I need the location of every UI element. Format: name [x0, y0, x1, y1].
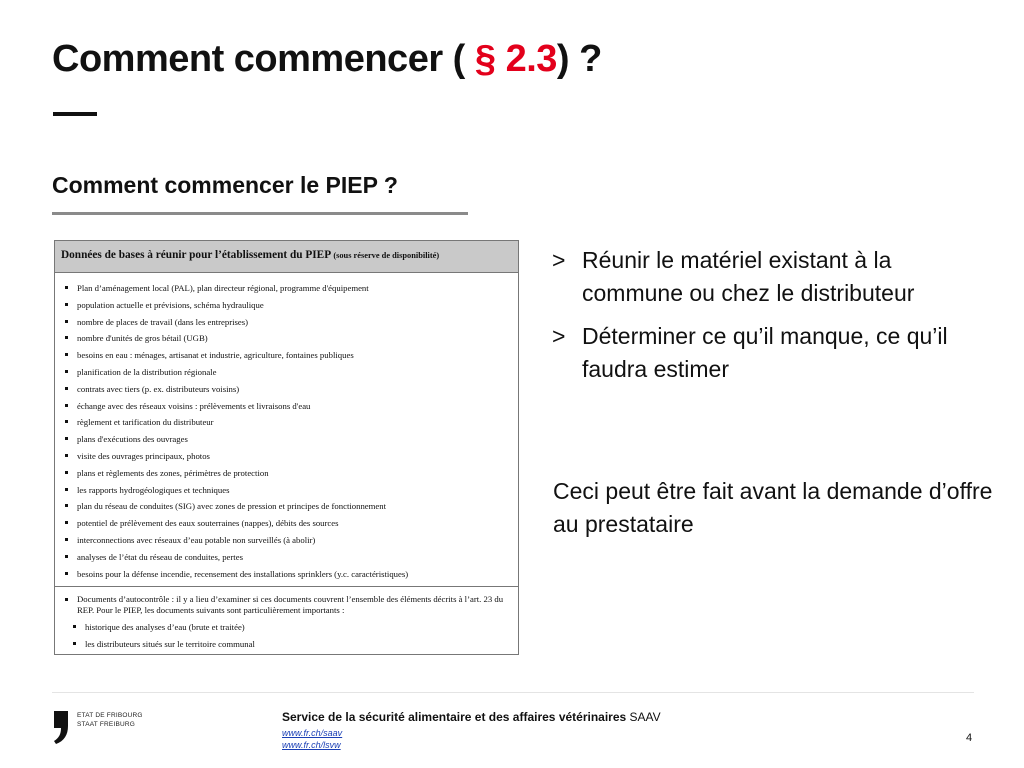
document-table-header [55, 241, 518, 273]
action-bullet-list [552, 244, 992, 396]
document-items-list [55, 273, 518, 582]
document-item: plan du réseau de conduites (SIG) avec zones de pression et principes de fonctionnement [63, 498, 512, 515]
saav-website-link[interactable]: www.fr.ch/saav [282, 728, 343, 738]
page-number: 4 [966, 732, 973, 744]
service-name-full: Service de la sécurité alimentaire et des affaires vétérinaires [282, 710, 627, 724]
document-table-title: Données de bases à réunir pour l’établissement du PIEP [61, 249, 331, 261]
title-dash-divider [53, 112, 97, 116]
document-item: besoins en eau : ménages, artisanat et industrie, agriculture, fontaines publiques [63, 347, 512, 364]
document-item: besoins pour la défense incendie, recensement des installations sprinklers (y.c. caractéristiques) [63, 566, 512, 583]
org-name-fr: ETAT DE FRIBOURG [77, 712, 143, 719]
document-subitem: historique des analyses d’eau (brute et traitée) [71, 619, 512, 636]
org-name-de: STAAT FREIBURG [77, 721, 136, 728]
document-item: Plan d’aménagement local (PAL), plan directeur régional, programme d'équipement [63, 280, 512, 297]
timing-note: Ceci peut être fait avant la demande d’offre au prestataire [553, 478, 993, 537]
action-bullet [552, 320, 992, 386]
action-bullet [552, 244, 992, 310]
slide-subtitle: Comment commencer le PIEP ? [52, 172, 398, 198]
document-item: échange avec des réseaux voisins : prélèvements et livraisons d'eau [63, 398, 512, 415]
service-name [282, 710, 661, 724]
service-abbreviation: SAAV [629, 710, 661, 724]
document-item: contrats avec tiers (p. ex. distributeurs voisins) [63, 381, 512, 398]
document-footer-paragraph: Documents d’autocontrôle : il y a lieu d’examiner si ces documents couvrent l’ensemble des éléments décrits à l’art. 23 du REP. Pour le PIEP, les documents suivants sont particulièrement importants : [63, 594, 512, 615]
subtitle-underline [52, 212, 468, 215]
document-item: visite des ouvrages principaux, photos [63, 448, 512, 465]
document-item: les rapports hydrogéologiques et techniques [63, 482, 512, 499]
document-subitems-list [63, 619, 512, 653]
document-item: plans et règlements des zones, périmètres de protection [63, 465, 512, 482]
bullet-marker: > [552, 247, 566, 273]
fribourg-logo-icon [52, 710, 70, 744]
document-item: planification de la distribution régionale [63, 364, 512, 381]
document-table-qualifier: (sous réserve de disponibilité) [333, 251, 440, 260]
document-item: nombre de places de travail (dans les entreprises) [63, 314, 512, 331]
document-item: population actuelle et prévisions, schéma hydraulique [63, 297, 512, 314]
document-item: règlement et tarification du distributeur [63, 414, 512, 431]
footer-divider [52, 692, 974, 693]
slide-title-end: ) ? [556, 38, 602, 80]
action-bullet-text: Réunir le matériel existant à la commune ou chez le distributeur [582, 247, 915, 306]
document-item: potentiel de prélèvement des eaux souterraines (nappes), débits des sources [63, 515, 512, 532]
bullet-marker: > [552, 323, 566, 349]
lsvw-website-link[interactable]: www.fr.ch/lsvw [282, 740, 341, 750]
document-item: nombre d'unités de gros bétail (UGB) [63, 330, 512, 347]
slide-title [52, 38, 602, 81]
document-item: plans d'exécutions des ouvrages [63, 431, 512, 448]
document-item: interconnections avec réseaux d’eau potable non surveillés (à abolir) [63, 532, 512, 549]
document-table [54, 240, 519, 655]
document-subitem: les distributeurs situés sur le territoire communal [71, 636, 512, 653]
section-reference: § 2.3 [474, 38, 557, 80]
action-bullet-text: Déterminer ce qu’il manque, ce qu’il faudra estimer [582, 323, 948, 382]
slide-title-text: Comment commencer ( [52, 38, 475, 80]
document-item: analyses de l’état du réseau de conduites, pertes [63, 549, 512, 566]
document-footer-section [55, 587, 518, 653]
